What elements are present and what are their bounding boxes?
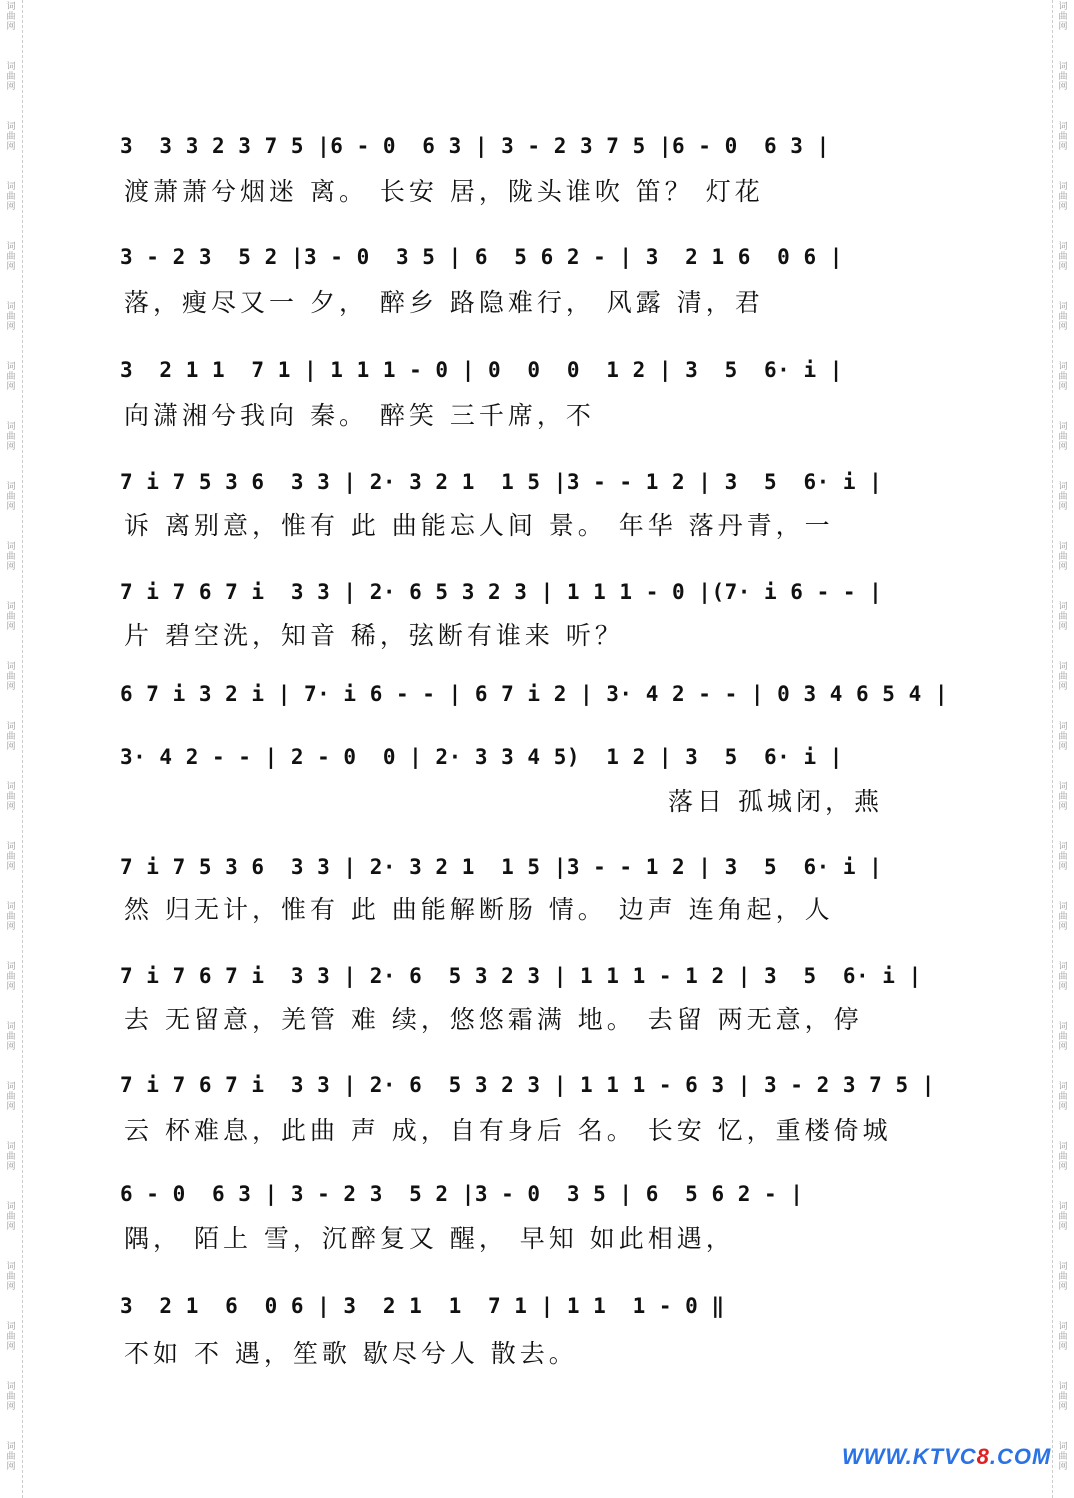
side-watermark-char: 词: [6, 362, 16, 372]
side-watermark-char: 词: [6, 1382, 16, 1392]
notes-line-4: 7 i 7 5 3 6 3 3 | 2· 3 2 1 1 5 |3 - - 1 2 | 3 5 6· i |: [120, 470, 883, 494]
notes-line-3: 3 2 1 1 7 1 | 1 1 1 - 0 | 0 0 0 1 2 | 3 5 6· i |: [120, 358, 843, 382]
side-watermark-char: 网: [1058, 742, 1068, 752]
side-watermark-char: 曲: [1058, 132, 1068, 142]
side-watermark-char: 网: [6, 142, 16, 152]
side-watermark-char: 词: [1058, 962, 1068, 972]
lyrics-line-8: 然 归无计，惟有 此 曲能解断肠 情。 边声 连角起，人: [124, 895, 834, 924]
side-watermark-char: 曲: [6, 732, 16, 742]
side-watermark-char: 曲: [6, 372, 16, 382]
side-watermark-char: 词: [6, 62, 16, 72]
side-watermark-char: 词: [6, 662, 16, 672]
side-watermark-char: 曲: [1058, 1272, 1068, 1282]
side-watermark-char: 曲: [1058, 612, 1068, 622]
side-watermark-char: 曲: [6, 12, 16, 22]
side-watermark-char: 网: [1058, 1342, 1068, 1352]
side-watermark-char: 曲: [1058, 912, 1068, 922]
side-watermark-char: 网: [6, 322, 16, 332]
side-watermark-char: 曲: [1058, 1392, 1068, 1402]
side-watermark-char: 网: [1058, 562, 1068, 572]
side-watermark-char: 网: [1058, 922, 1068, 932]
side-watermark-char: 网: [6, 82, 16, 92]
side-watermark-char: 网: [1058, 322, 1068, 332]
notes-line-12: 3 2 1 6 0 6 | 3 2 1 1 7 1 | 1 1 1 - 0 ‖: [120, 1294, 725, 1318]
side-watermark-char: 网: [6, 202, 16, 212]
side-watermark-char: 曲: [1058, 72, 1068, 82]
side-watermark-char: 网: [6, 442, 16, 452]
side-watermark-char: 网: [6, 922, 16, 932]
side-watermark-char: 网: [6, 1162, 16, 1172]
side-watermark-char: 网: [6, 1042, 16, 1052]
side-watermark-char: 网: [6, 1282, 16, 1292]
side-watermark-char: 词: [6, 1082, 16, 1092]
side-watermark-char: 曲: [6, 1332, 16, 1342]
side-watermark-char: 网: [1058, 1222, 1068, 1232]
side-watermark-char: 词: [6, 122, 16, 132]
side-watermark-char: 曲: [1058, 1152, 1068, 1162]
side-watermark-char: 词: [1058, 122, 1068, 132]
watermark-part-1: WWW.KTVC: [842, 1444, 977, 1469]
side-watermark-char: 词: [1058, 902, 1068, 912]
side-watermark-char: 网: [6, 982, 16, 992]
side-watermark-char: 词: [1058, 1382, 1068, 1392]
lyrics-line-12: 不如 不 遇，笙歌 歇尽兮人 散去。: [124, 1339, 578, 1368]
side-watermark-char: 曲: [6, 792, 16, 802]
side-watermark-char: 词: [1058, 182, 1068, 192]
side-watermark-char: 词: [6, 2, 16, 12]
side-watermark-char: 网: [6, 622, 16, 632]
side-watermark-char: 网: [1058, 982, 1068, 992]
notes-line-10: 7 i 7 6 7 i 3 3 | 2· 6 5 3 2 3 | 1 1 1 - 6 3 | 3 - 2 3 7 5 |: [120, 1073, 935, 1097]
side-watermark-char: 词: [6, 1442, 16, 1452]
lyrics-line-1: 渡萧萧兮烟迷 离。 长安 居，陇头谁吹 笛？ 灯花: [124, 177, 764, 206]
side-watermark-char: 曲: [6, 252, 16, 262]
side-watermark-char: 词: [6, 1142, 16, 1152]
side-watermark-char: 网: [1058, 1462, 1068, 1472]
side-watermark-char: 网: [1058, 802, 1068, 812]
side-watermark-char: 曲: [1058, 792, 1068, 802]
side-watermark-char: 曲: [1058, 1032, 1068, 1042]
side-watermark-char: 曲: [6, 1092, 16, 1102]
side-watermark-char: 曲: [6, 192, 16, 202]
lyrics-line-2: 落，瘦尽又一 夕， 醉乡 路隐难行， 风露 清，君: [124, 288, 764, 317]
side-watermark-char: 网: [6, 802, 16, 812]
side-watermark-char: 网: [6, 1462, 16, 1472]
side-watermark-char: 曲: [1058, 1092, 1068, 1102]
side-watermark-char: 词: [1058, 242, 1068, 252]
side-watermark-char: 词: [1058, 62, 1068, 72]
side-watermark-char: 曲: [6, 1272, 16, 1282]
side-watermark-char: 词: [1058, 782, 1068, 792]
side-watermark-char: 网: [1058, 1102, 1068, 1112]
side-watermark-char: 曲: [6, 72, 16, 82]
notes-line-7: 3· 4 2 - - | 2 - 0 0 | 2· 3 3 4 5) 1 2 | 3 5 6· i |: [120, 745, 843, 769]
lyrics-line-11: 隅， 陌上 雪，沉醉复又 醒， 早知 如此相遇，: [124, 1224, 735, 1253]
notes-line-11: 6 - 0 6 3 | 3 - 2 3 5 2 |3 - 0 3 5 | 6 5 6 2 - |: [120, 1182, 804, 1206]
side-watermark-char: 曲: [1058, 552, 1068, 562]
side-watermark-char: 词: [6, 1322, 16, 1332]
side-watermark-char: 曲: [1058, 372, 1068, 382]
lyrics-line-4: 诉 离别意，惟有 此 曲能忘人间 景。 年华 落丹青，一: [124, 511, 834, 540]
side-watermark-char: 词: [6, 842, 16, 852]
side-watermark-char: 网: [1058, 82, 1068, 92]
lyrics-line-7: 落日 孤城闭，燕: [668, 787, 883, 816]
side-watermark-char: 网: [1058, 862, 1068, 872]
side-watermark-char: 词: [6, 542, 16, 552]
side-watermark-char: 词: [1058, 1082, 1068, 1092]
side-watermark-char: 曲: [6, 852, 16, 862]
side-watermark-char: 曲: [1058, 1452, 1068, 1462]
side-watermark-char: 网: [1058, 442, 1068, 452]
side-watermark-char: 网: [6, 382, 16, 392]
lyrics-line-5: 片 碧空洗，知音 稀，弦断有谁来 听？: [124, 621, 624, 650]
side-watermark-char: 网: [6, 742, 16, 752]
side-watermark-char: 网: [1058, 382, 1068, 392]
side-watermark-char: 网: [1058, 1162, 1068, 1172]
side-watermark-char: 网: [1058, 1282, 1068, 1292]
lyrics-line-10: 云 杯难息，此曲 声 成，自有身后 名。 长安 忆，重楼倚城: [124, 1116, 892, 1145]
side-watermark-char: 词: [1058, 482, 1068, 492]
side-watermark-char: 曲: [6, 612, 16, 622]
side-watermark-char: 曲: [6, 1032, 16, 1042]
notes-line-8: 7 i 7 5 3 6 3 3 | 2· 3 2 1 1 5 |3 - - 1 2 | 3 5 6· i |: [120, 855, 883, 879]
side-watermark-char: 网: [6, 862, 16, 872]
side-watermark-char: 网: [1058, 142, 1068, 152]
side-watermark-char: 曲: [1058, 972, 1068, 982]
side-watermark-char: 网: [6, 1102, 16, 1112]
side-watermark-char: 曲: [6, 1392, 16, 1402]
notes-line-6: 6 7 i 3 2 i | 7· i 6 - - | 6 7 i 2 | 3· 4 2 - - | 0 3 4 6 5 4 |: [120, 682, 949, 706]
side-watermark-char: 曲: [1058, 312, 1068, 322]
side-watermark-char: 词: [1058, 662, 1068, 672]
side-watermark-char: 词: [1058, 1262, 1068, 1272]
side-watermark-char: 词: [6, 1262, 16, 1272]
side-watermark-char: 词: [1058, 1142, 1068, 1152]
side-watermark-char: 曲: [1058, 192, 1068, 202]
side-watermark-char: 词: [1058, 842, 1068, 852]
notes-line-2: 3 - 2 3 5 2 |3 - 0 3 5 | 6 5 6 2 - | 3 2 1 6 0 6 |: [120, 245, 843, 269]
side-watermark-char: 词: [1058, 542, 1068, 552]
side-watermark-char: 词: [6, 422, 16, 432]
side-watermark-char: 词: [1058, 302, 1068, 312]
side-watermark-char: 词: [1058, 422, 1068, 432]
side-watermark-char: 网: [1058, 622, 1068, 632]
side-watermark-char: 曲: [1058, 1332, 1068, 1342]
notes-line-5: 7 i 7 6 7 i 3 3 | 2· 6 5 3 2 3 | 1 1 1 - 0 |(7· i 6 - - |: [120, 580, 883, 604]
side-watermark-char: 网: [6, 562, 16, 572]
side-watermark-char: 网: [1058, 262, 1068, 272]
side-watermark-char: 词: [6, 182, 16, 192]
side-watermark-char: 曲: [6, 1152, 16, 1162]
side-watermark-char: 网: [6, 682, 16, 692]
side-watermark-char: 曲: [1058, 672, 1068, 682]
side-watermark-char: 词: [6, 302, 16, 312]
side-watermark-char: 曲: [1058, 492, 1068, 502]
side-watermark-char: 曲: [6, 312, 16, 322]
side-watermark-char: 网: [6, 1402, 16, 1412]
lyrics-line-3: 向潇湘兮我向 秦。 醉笑 三千席，不: [124, 401, 595, 430]
side-watermark-char: 网: [1058, 502, 1068, 512]
notes-line-9: 7 i 7 6 7 i 3 3 | 2· 6 5 3 2 3 | 1 1 1 - 1 2 | 3 5 6· i |: [120, 964, 922, 988]
side-watermark-char: 词: [1058, 1322, 1068, 1332]
side-watermark-char: 词: [1058, 2, 1068, 12]
side-watermark-char: 网: [6, 1222, 16, 1232]
side-watermark-char: 网: [1058, 682, 1068, 692]
watermark-part-3: .COM: [989, 1444, 1052, 1469]
side-watermark-char: 词: [6, 482, 16, 492]
side-watermark-char: 曲: [6, 552, 16, 562]
side-watermark-char: 词: [1058, 602, 1068, 612]
side-watermark-char: 网: [1058, 1402, 1068, 1412]
side-watermark-char: 词: [1058, 1442, 1068, 1452]
side-watermark-char: 曲: [1058, 732, 1068, 742]
side-watermark-char: 词: [6, 962, 16, 972]
side-watermark-char: 网: [1058, 22, 1068, 32]
side-watermark-char: 曲: [6, 672, 16, 682]
side-watermark-char: 网: [1058, 1042, 1068, 1052]
side-watermark-char: 词: [1058, 722, 1068, 732]
side-watermark-char: 词: [6, 602, 16, 612]
side-watermark-char: 词: [6, 242, 16, 252]
side-watermark-char: 曲: [1058, 1212, 1068, 1222]
side-watermark-char: 曲: [6, 912, 16, 922]
side-watermark-char: 词: [6, 1202, 16, 1212]
side-watermark-char: 曲: [6, 972, 16, 982]
side-watermark-char: 词: [6, 782, 16, 792]
watermark-part-2: 8: [976, 1444, 990, 1469]
side-watermark-char: 网: [6, 1342, 16, 1352]
side-watermark-char: 曲: [1058, 432, 1068, 442]
side-watermark-char: 词: [6, 1022, 16, 1032]
side-watermark-char: 曲: [6, 432, 16, 442]
side-watermark-char: 词: [1058, 1022, 1068, 1032]
side-watermark-char: 词: [1058, 1202, 1068, 1212]
side-watermark-char: 曲: [1058, 252, 1068, 262]
side-watermark-char: 网: [1058, 202, 1068, 212]
side-watermark-char: 词: [1058, 362, 1068, 372]
side-watermark-char: 曲: [6, 1452, 16, 1462]
side-watermark-char: 曲: [6, 492, 16, 502]
side-watermark-char: 词: [6, 722, 16, 732]
side-watermark-char: 曲: [6, 132, 16, 142]
side-watermark-char: 曲: [6, 1212, 16, 1222]
side-watermark-char: 网: [6, 22, 16, 32]
site-watermark: [842, 1444, 1051, 1470]
notes-line-1: 3 3 3 2 3 7 5 |6 - 0 6 3 | 3 - 2 3 7 5 |6 - 0 6 3 |: [120, 134, 830, 158]
side-watermark-char: 曲: [1058, 852, 1068, 862]
side-watermark-char: 曲: [1058, 12, 1068, 22]
side-watermark-char: 网: [6, 262, 16, 272]
side-watermark-char: 词: [6, 902, 16, 912]
lyrics-line-9: 去 无留意，羌管 难 续，悠悠霜满 地。 去留 两无意，停: [124, 1005, 863, 1034]
side-watermark-char: 网: [6, 502, 16, 512]
